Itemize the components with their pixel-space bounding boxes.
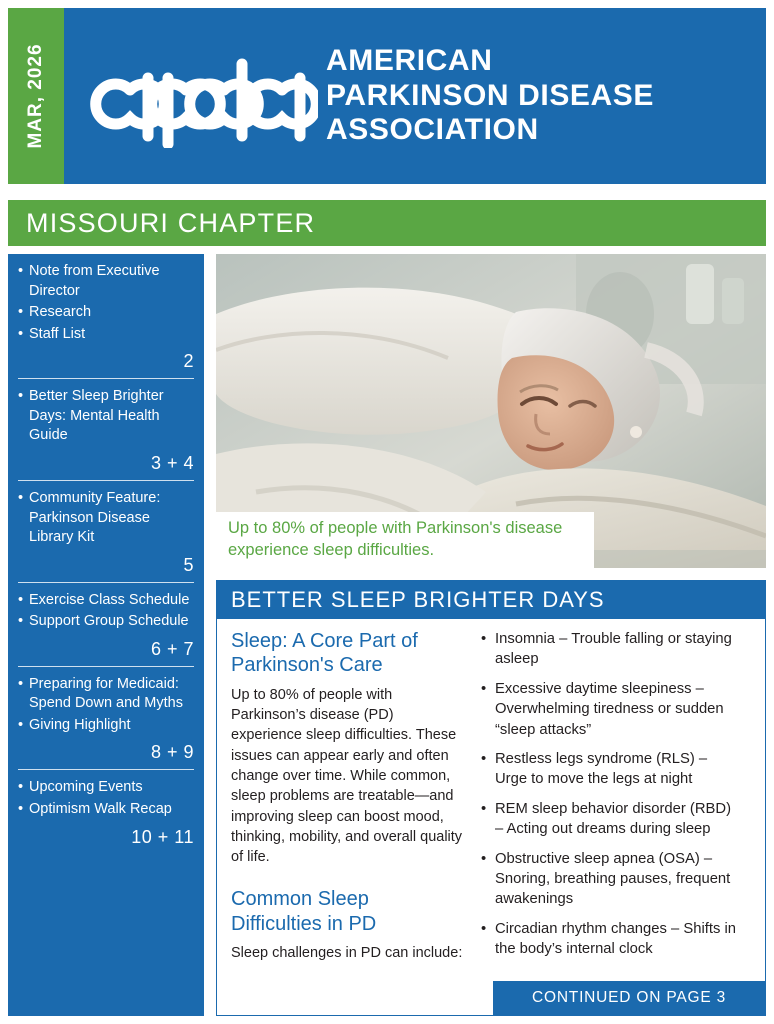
- toc-item-label: Support Group Schedule: [29, 613, 189, 630]
- article-column-right: [481, 629, 739, 970]
- list-item[interactable]: [18, 716, 194, 736]
- hero-caption: [216, 512, 594, 568]
- toc-item-label: Giving Highlight: [29, 716, 131, 733]
- toc-item-label: Upcoming Events: [29, 779, 143, 796]
- bullet-icon: •: [481, 680, 487, 697]
- toc-item-label: Community Feature: Parkinson Disease Library Kit: [29, 489, 161, 546]
- list-item[interactable]: [18, 325, 194, 345]
- article-headline-secondary: Common Sleep Difficulties in PD: [231, 888, 377, 935]
- toc-group: [18, 489, 194, 583]
- bullet-icon: •: [18, 675, 24, 692]
- toc-item-label: Research: [29, 304, 92, 321]
- list-item[interactable]: [18, 489, 194, 548]
- list-item: [481, 679, 739, 740]
- toc-group: [18, 387, 194, 481]
- list-item[interactable]: [18, 303, 194, 323]
- bullet-icon: •: [481, 631, 487, 647]
- toc-page-number: 5: [183, 554, 194, 575]
- continued-banner: [493, 981, 765, 1015]
- list-item[interactable]: [18, 262, 194, 301]
- bullet-icon: •: [18, 489, 24, 506]
- bullet-icon: •: [481, 751, 487, 768]
- chapter-bar: [8, 200, 766, 246]
- bullet-icon: •: [481, 920, 487, 937]
- toc-item-label: Optimism Walk Recap: [29, 801, 172, 817]
- article-paragraph: Sleep challenges in PD can include:: [231, 945, 463, 962]
- bullet-icon: •: [18, 613, 24, 630]
- org-name-line-2: PARKINSON DISEASE: [326, 78, 655, 112]
- toc-page-number: 8 + 9: [150, 742, 194, 763]
- issue-date-strip: [8, 8, 64, 184]
- toc-group: [18, 591, 194, 667]
- list-item: [481, 629, 739, 670]
- org-name-line-1: AMERICAN: [326, 43, 493, 77]
- toc-item-label: Preparing for Medicaid: Spend Down and Myths: [29, 675, 183, 712]
- bullet-icon: •: [481, 800, 487, 817]
- apda-logo: [86, 44, 326, 148]
- list-item-label: Circadian rhythm changes – Shifts in the body’s internal clock: [495, 920, 736, 958]
- bullet-icon: •: [18, 304, 24, 321]
- list-item-label: Excessive daytime sleepiness – Overwhelming tiredness or sudden “sleep attacks”: [495, 680, 724, 738]
- bullet-icon: •: [18, 779, 24, 796]
- toc-item-label: Better Sleep Brighter Days: Mental Health Guide: [29, 388, 164, 444]
- toc-item-label: Note from Executive Director: [29, 263, 160, 299]
- toc-item-label: Exercise Class Schedule: [29, 591, 190, 608]
- list-item[interactable]: [18, 675, 194, 714]
- bullet-icon: •: [18, 591, 24, 608]
- bullet-icon: •: [18, 716, 24, 733]
- sleep-difficulties-list: [481, 629, 739, 960]
- article-headline-primary: Sleep: A Core Part of Parkinson's Care: [231, 630, 418, 677]
- toc-group: [18, 262, 194, 379]
- article-column-left: [231, 629, 463, 970]
- chapter-name: MISSOURI CHAPTER: [26, 207, 316, 238]
- toc-page-number: 10 + 11: [131, 826, 194, 847]
- bullet-icon: •: [18, 325, 24, 342]
- hero-caption-text: Up to 80% of people with Parkinson's disease experience sleep difficulties.: [228, 519, 563, 560]
- bullet-icon: •: [18, 263, 24, 279]
- article-section-header: [217, 581, 765, 619]
- list-item: [481, 849, 739, 910]
- toc-item-label: Staff List: [29, 325, 86, 342]
- toc-page-number: 3 + 4: [150, 452, 194, 473]
- list-item[interactable]: [18, 591, 194, 611]
- feature-article: [216, 580, 766, 1016]
- issue-date-label: MAR, 2026: [25, 43, 46, 149]
- list-item-label: Insomnia – Trouble falling or staying asleep: [495, 631, 732, 668]
- toc-page-number: 2: [183, 351, 194, 372]
- list-item[interactable]: [18, 387, 194, 446]
- article-body: [217, 619, 765, 970]
- toc-group: [18, 778, 194, 853]
- list-item-label: Obstructive sleep apnea (OSA) – Snoring, breathing pauses, frequent awakenings: [495, 850, 731, 908]
- bullet-icon: •: [481, 850, 487, 867]
- apda-wordmark-icon: [86, 44, 318, 148]
- list-item: [481, 799, 739, 840]
- list-item-label: REM sleep behavior disorder (RBD) – Acting out dreams during sleep: [495, 800, 732, 838]
- toc-page-number: 6 + 7: [150, 638, 194, 659]
- list-item-label: Restless legs syndrome (RLS) – Urge to move the legs at night: [495, 751, 708, 788]
- org-name-block: [326, 44, 654, 148]
- article-paragraph: Up to 80% of people with Parkinson’s disease (PD) experience sleep difficulties. These issues can appear early and often change over time. While common, sleep problems are treatable—and improving sleep can boost mood, thinking, mobility, and overall quality of life.: [231, 686, 463, 866]
- list-item: [481, 749, 739, 790]
- org-name-line-3: ASSOCIATION: [326, 113, 539, 147]
- list-item: [481, 919, 739, 960]
- bullet-icon: •: [18, 801, 24, 817]
- article-section-title: BETTER SLEEP BRIGHTER DAYS: [231, 587, 605, 612]
- bullet-icon: •: [18, 388, 24, 405]
- list-item[interactable]: [18, 800, 194, 820]
- table-of-contents: [8, 254, 204, 1016]
- continued-label: CONTINUED ON PAGE 3: [531, 989, 727, 1006]
- masthead-banner: [64, 8, 766, 184]
- masthead: [8, 8, 766, 184]
- list-item[interactable]: [18, 612, 194, 632]
- toc-group: [18, 675, 194, 771]
- list-item[interactable]: [18, 778, 194, 798]
